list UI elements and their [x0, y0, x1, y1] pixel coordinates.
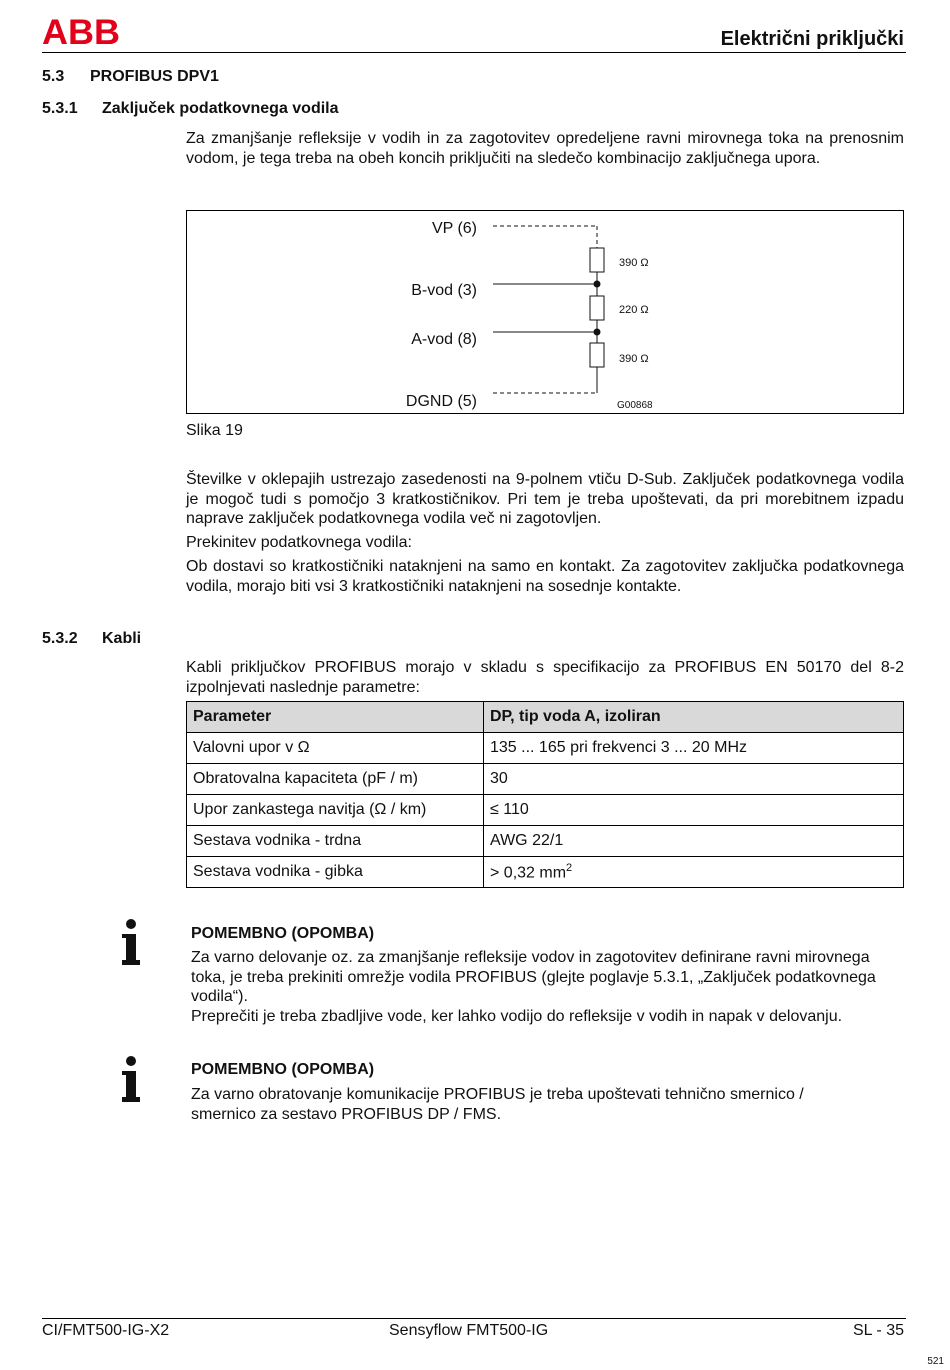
table-row: [187, 795, 904, 826]
note2-line1: Za varno obratovanje komunikacije PROFIBUS je treba upoštevati tehnično smernico / smernico za sestavo PROFIBUS DP / FMS.: [191, 1086, 804, 1123]
resistor-3: [590, 343, 604, 367]
label-vp: VP (6): [431, 220, 477, 237]
label-bvod: B-vod (3): [411, 282, 477, 299]
table-cell: Upor zankastega navitja (Ω / km): [187, 795, 484, 826]
note1-line2: Preprečiti je treba zbadljive vode, ker lahko vodijo do refleksije v vodih in napak v delovanju.: [191, 1008, 843, 1025]
node-bvod: [594, 281, 601, 288]
table-header: Parameter: [187, 702, 484, 733]
node-avod: [594, 329, 601, 336]
note2-title: POMEMBNO (OPOMBA): [191, 1061, 375, 1078]
section-number: 5.3: [42, 68, 65, 85]
figure-code: G00868: [617, 400, 653, 411]
figure-caption: Slika 19: [186, 422, 243, 439]
table-row: [187, 764, 904, 795]
info-icon: [121, 918, 141, 968]
termination-diagram: [187, 211, 903, 413]
table-cell: AWG 22/1: [484, 826, 904, 857]
resistor-label-3: 390 Ω: [619, 353, 649, 365]
table-cell: Obratovalna kapaciteta (pF / m): [187, 764, 484, 795]
subsection1-title: Zaključek podatkovnega vodila: [102, 100, 339, 117]
subsection2-number: 5.3.2: [42, 630, 78, 647]
subsection1-para2: Prekinitev podatkovnega vodila:: [186, 534, 412, 551]
subsection1-number: 5.3.1: [42, 100, 78, 117]
footer-rule: [42, 1318, 906, 1319]
section-title: PROFIBUS DPV1: [90, 68, 219, 85]
superscript: 2: [566, 861, 573, 874]
resistor-label-2: 220 Ω: [619, 304, 649, 316]
subsection2-intro: Kabli priključkov PROFIBUS morajo v skladu s specifikacijo za PROFIBUS EN 50170 del 8-2 izpolnjevati naslednje parametre:: [186, 659, 904, 696]
resistor-1: [590, 248, 604, 272]
header-title: Električni priključki: [720, 28, 904, 50]
table-header: DP, tip voda A, izoliran: [484, 702, 904, 733]
table-cell: Valovni upor v Ω: [187, 733, 484, 764]
table-row: [187, 733, 904, 764]
info-icon: [121, 1055, 141, 1105]
header-rule: [42, 52, 906, 53]
label-avod: A-vod (8): [411, 331, 477, 348]
table-row: [187, 826, 904, 857]
subsection1-para1: Številke v oklepajih ustrezajo zasedenosti na 9-polnem vtiču D-Sub. Zaključek podatkovnega vodila je mogoč tudi s pomočjo 3 kratkostičnikov. Pri tem je treba upoštevati, da pri morebitnem izpadu naprave zaključek podatkovnega vodila več ni zagotovljen.: [186, 471, 904, 527]
footer-product: Sensyflow FMT500-IG: [389, 1322, 549, 1339]
footer-page: SL - 35: [853, 1322, 904, 1339]
table-header-row: [187, 702, 904, 733]
resistor-label-1: 390 Ω: [619, 257, 649, 269]
subsection1-para3: Ob dostavi so kratkostičniki nataknjeni na samo en kontakt. Za zagotovitev zaključka podatkovnega vodila, morajo biti vsi 3 kratkostičniki nataknjeni na sosednje kontakte.: [186, 558, 904, 595]
note1-title: POMEMBNO (OPOMBA): [191, 925, 375, 942]
cable-parameters-table: [186, 701, 904, 888]
footer-doc-id: CI/FMT500-IG-X2: [42, 1322, 170, 1339]
table-cell: [484, 857, 904, 888]
abb-logo: [42, 16, 120, 46]
subsection1-intro: Za zmanjšanje refleksije v vodih in za zagotovitev opredeljene ravni mirovnega toka na prenosnim vodom, je tega treba na obeh koncih priključiti na sledečo kombinacijo zaključnega upora.: [186, 130, 904, 167]
cell-value: > 0,32 mm: [490, 864, 567, 882]
table-cell: Sestava vodnika - gibka: [187, 857, 484, 888]
note1-line1: Za varno delovanje oz. za zmanjšanje refleksije vodov in zagotovitev definirane ravni mirovnega toka, je treba prekiniti omrežje vodila PROFIBUS (glejte poglavje 5.3.1, „Zaključek podatkovnega vodila“).: [191, 949, 876, 1005]
table-cell: 30: [484, 764, 904, 795]
abb-logo-text: ABB: [42, 16, 120, 46]
table-cell: Sestava vodnika - trdna: [187, 826, 484, 857]
subsection2-title: Kabli: [102, 630, 142, 647]
label-dgnd: DGND (5): [405, 393, 477, 410]
table-row: [187, 857, 904, 888]
termination-figure: [186, 210, 904, 414]
table-cell: ≤ 110: [484, 795, 904, 826]
resistor-2: [590, 296, 604, 320]
table-cell: 135 ... 165 pri frekvenci 3 ... 20 MHz: [484, 733, 904, 764]
page-id: 521: [927, 1356, 944, 1367]
